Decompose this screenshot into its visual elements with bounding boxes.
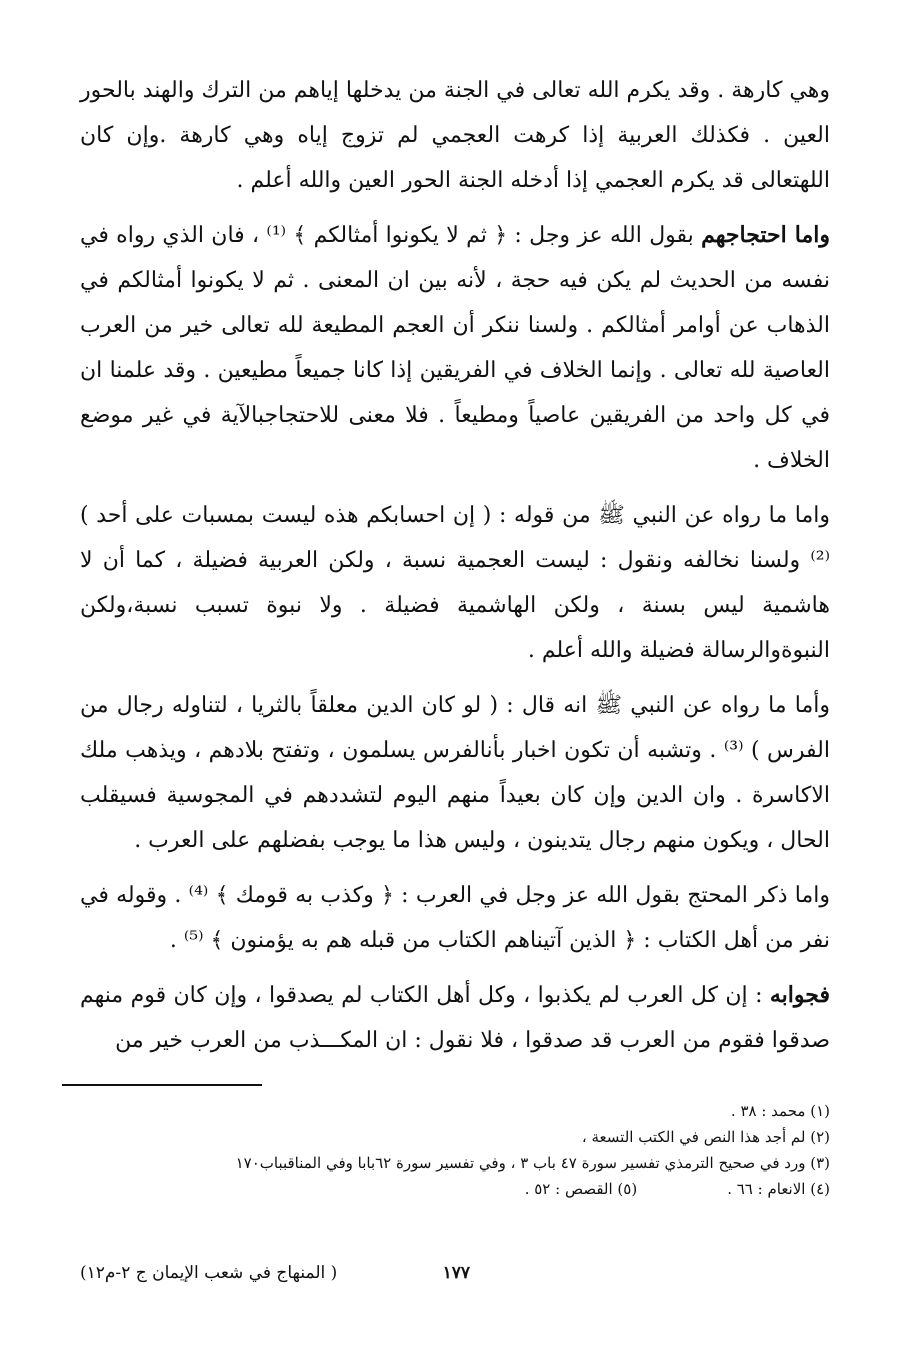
paragraph-lead: فجوابه: [769, 982, 830, 1008]
paragraph-1: [80, 68, 830, 203]
footnote-1: [80, 1098, 830, 1124]
paragraph-text: بقول الله عز وجل : ﴿ ثم لا يكونوا أمثالكم ﴾ ⁽¹⁾ ، فان الذي رواه في نفسه من الحديث لم يكن فيه حجة ، لأنه بين ان المعنى . ثم لا يكونوا أمثالكم في الذهاب عن أوامر أمثالكم . ولسنا ننكر أن العجم المطيعة لله تعالى خير من العرب العاصية لله تعالى . وإنما الخلاف في الفريقين إذا كانا جميعاً مطيعين . وقد علمنا ان في كل واحد من الفريقين عاصياً ومطيعاً . فلا معنى للاحتجاجبالآية في غير موضع الخلاف .: [80, 223, 830, 473]
paragraph-2: [80, 213, 830, 483]
paragraph-6: [80, 973, 830, 1063]
paragraph-5: [80, 873, 830, 963]
paragraph-text: واما ذكر المحتج بقول الله عز وجل في العرب : ﴿ وكذب به قومك ﴾ ⁽⁴⁾ . وقوله في نفر من أهل الكتاب : ﴿ الذين آتيناهم الكتاب من قبله هم به يؤمنون ﴾ ⁽⁵⁾ .: [80, 883, 830, 953]
paragraph-text: وهي كارهة . وقد يكرم الله تعالى في الجنة من يدخلها إياهم من الترك والهند بالحور العين . فكذلك العربية إذا كرهت العجمي لم تزوج إياه وهي كارهة .وإن كان اللهتعالى قد يكرم العجمي إذا أدخله الجنة الحور العين والله أعلم .: [80, 78, 830, 193]
paragraph-text: وأما ما رواه عن النبي ﷺ انه قال : ( لو كان الدين معلقاً بالثريا ، لتناوله رجال من الفرس ) ⁽³⁾ . وتشبه أن تكون اخبار بأنالفرس يسلمون ، وتفتح بلادهم ، ويذهب ملك الاكاسرة . وان الدين وإن كان بعيداً منهم اليوم لتشددهم في المجوسية فسيقلب الحال ، ويكون منهم رجال يتدينون ، وليس هذا ما يوجب بفضلهم على العرب .: [80, 693, 830, 853]
footnotes: [80, 1098, 830, 1202]
footnote-text: (٥) القصص : ٥٢ .: [524, 1180, 638, 1198]
paragraph-text: واما ما رواه عن النبي ﷺ من قوله : ( إن احسابكم هذه ليست بمسبات على أحد ) ⁽²⁾ ولسنا نخالفه ونقول : ليست العجمية نسبة ، ولكن العربية فضيلة ، كما أن لا هاشمية ليس بسنة ، ولكن الهاشمية فضيلة . ولا نبوة تسبب نسبة،ولكن النبوةوالرسالة فضيلة والله أعلم .: [80, 503, 830, 663]
footnote-text: (١) محمد : ٣٨ .: [730, 1102, 830, 1120]
body-text: [80, 68, 830, 1073]
footnote-text: (٢) لم أجد هذا النص في الكتب التسعة ،: [581, 1128, 830, 1146]
book-reference: ( المنهاج في شعب الإيمان ج ٢-م١٢): [80, 1263, 338, 1283]
footnote-divider: [62, 1084, 262, 1086]
page-number: ١٧٧: [442, 1263, 470, 1283]
footnote-2: [80, 1124, 830, 1150]
footnote-gap: [637, 1176, 727, 1202]
footnote-text: (٣) ورد في صحيح الترمذي تفسير سورة ٤٧ باب ٣ ، وفي تفسير سورة ٦٢بابا وفي المناقبباب١٧٠: [235, 1154, 830, 1172]
paragraph-text: : إن كل العرب لم يكذبوا ، وكل أهل الكتاب لم يصدقوا ، وإن كان قوم منهم صدقوا فقوم من العرب قد صدقوا ، فلا نقول : ان المكـــذب من العرب خير من: [80, 983, 830, 1053]
paragraph-4: [80, 683, 830, 863]
footnote-3: [80, 1150, 830, 1176]
paragraph-3: [80, 493, 830, 673]
paragraph-lead: واما احتجاجهم: [701, 222, 830, 248]
footnote-text: (٤) الانعام : ٦٦ .: [727, 1180, 830, 1198]
footnote-4-5: [80, 1176, 830, 1202]
